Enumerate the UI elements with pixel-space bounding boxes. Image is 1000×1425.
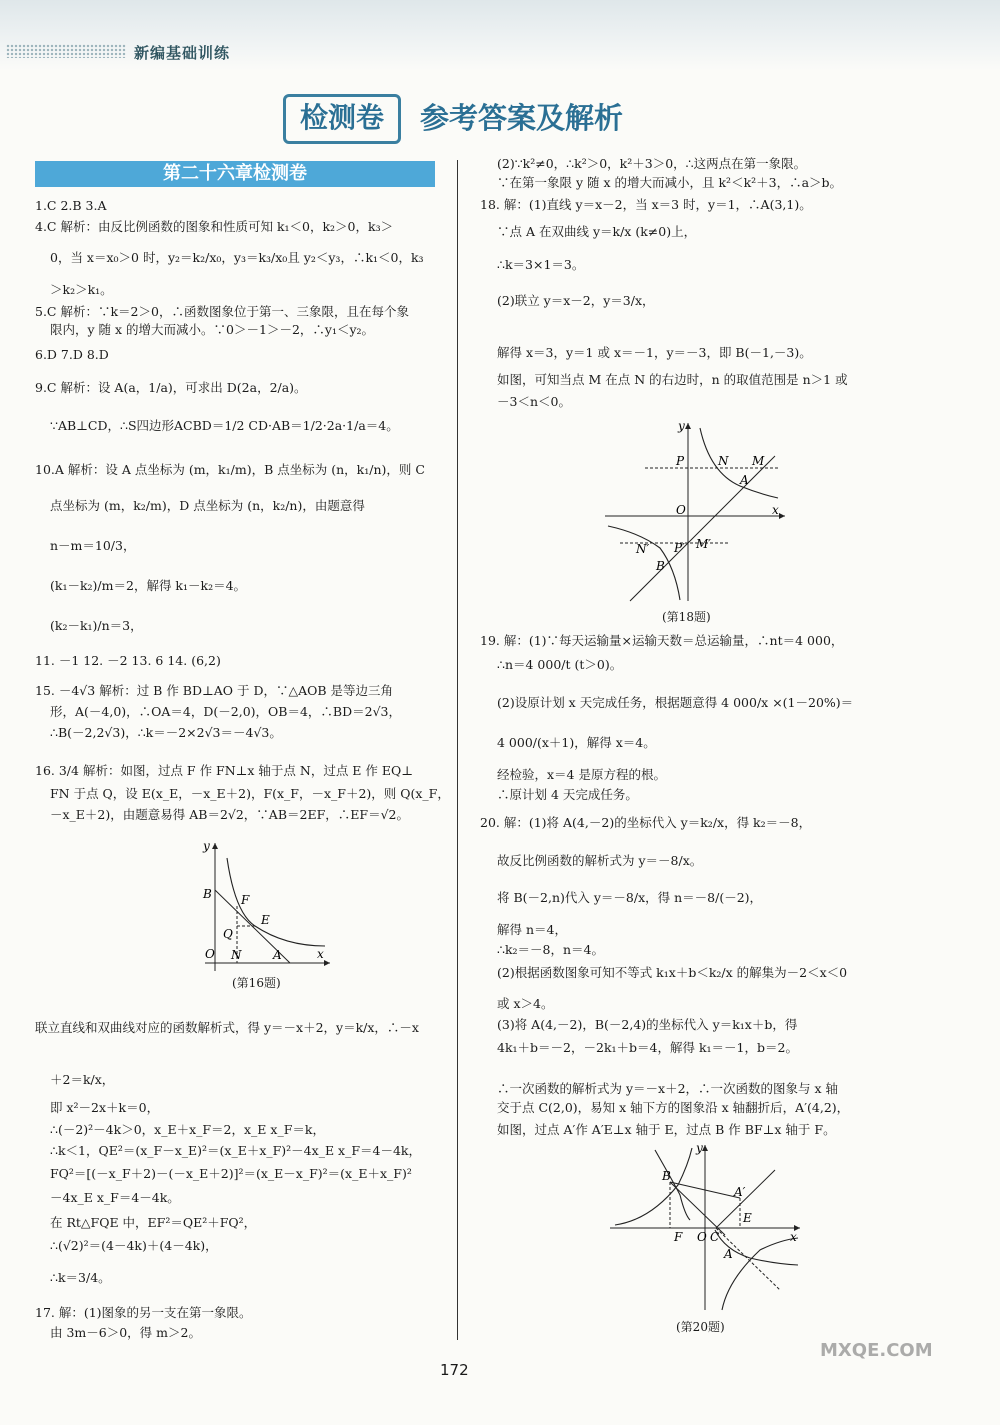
left-column-line: 10.A 解析：设 A 点坐标为 (m，k₁/m)，B 点坐标为 (n，k₁/n)，则 C	[35, 462, 425, 477]
left-column-line: 联立直线和双曲线对应的函数解析式，得 y＝－x＋2，y＝k/x，∴－x	[35, 1020, 419, 1035]
left-column-line: 由 3m－6＞0，得 m＞2。	[50, 1325, 201, 1340]
fig16-label: F	[241, 893, 250, 907]
fig20-label: A′	[734, 1185, 746, 1199]
left-column-line: 4.C 解析：由反比例函数的图象和性质可知 k₁＜0，k₂＞0，k₃＞	[35, 219, 394, 234]
right-column-line: 18. 解：(1)直线 y＝x－2，当 x＝3 时，y＝1，∴A(3,1)。	[480, 197, 812, 212]
right-column-line: (3)将 A(4,－2)，B(－2,4)的坐标代入 y＝k₁x＋b，得	[497, 1017, 798, 1032]
right-column-line: (2)∵k²≠0，∴k²＞0，k²＋3＞0，∴这两点在第一象限。	[497, 156, 807, 171]
fig18-label: x	[772, 503, 779, 517]
right-column-line: 如图，过点 A′作 A′E⊥x 轴于 E，过点 B 作 BF⊥x 轴于 F。	[497, 1122, 836, 1137]
left-column-line: 在 Rt△FQE 中，EF²＝QE²＋FQ²，	[50, 1215, 257, 1230]
left-column-line: ∴B(－2,2√3)，∴k＝－2×2√3＝－4√3。	[50, 725, 282, 740]
series-title: 新编基础训练	[134, 44, 231, 62]
fig18-label: N	[718, 454, 729, 468]
fig16-label: Q	[223, 927, 233, 941]
left-column-line: －x_E＋2)，由题意易得 AB＝2√2，∵AB＝2EF，∴EF＝√2。	[50, 807, 409, 822]
right-column-line: 19. 解：(1)∵每天运输量×运输天数＝总运输量，∴nt＝4 000，	[480, 633, 844, 648]
fig18-label: N′	[636, 542, 650, 556]
right-column-line: 20. 解：(1)将 A(4,－2)的坐标代入 y＝k₂/x，得 k₂＝－8，	[480, 815, 812, 830]
right-column-line: ∴一次函数的解析式为 y＝－x＋2，∴一次函数的图象与 x 轴	[497, 1081, 839, 1096]
figure-16-caption: (第16题)	[232, 976, 281, 990]
right-column-line: 解得 n＝4，	[497, 922, 567, 937]
right-column-line: ∴k＝3×1＝3。	[497, 257, 585, 272]
left-column-line: ＋2＝k/x，	[50, 1072, 115, 1087]
fig18-label: O	[676, 503, 686, 517]
fig20-label: O	[697, 1230, 707, 1244]
chapter-heading: 第二十六章检测卷	[35, 161, 435, 187]
left-column-line: －4x_E x_F＝4－4k。	[50, 1190, 180, 1205]
right-column-line: 如图，可知当点 M 在点 N 的右边时，n 的取值范围是 n＞1 或	[497, 372, 848, 387]
figure-20-caption: (第20题)	[676, 1320, 725, 1334]
fig20-label: y	[696, 1141, 703, 1155]
page-title: 参考答案及解析	[420, 101, 624, 135]
fig18-label: M	[752, 454, 765, 468]
left-column-line: FN 于点 Q，设 E(x_E，－x_E＋2)，F(x_F，－x_F＋2)，则 Q(x_F，	[50, 786, 450, 801]
fig20-label: A	[724, 1247, 733, 1261]
fig18-label: P′	[674, 541, 685, 555]
right-column-line: 交于点 C(2,0)，易知 x 轴下方的图象沿 x 轴翻折后，A′(4,2)，	[497, 1100, 850, 1115]
left-column-line: FQ²＝[(－x_F＋2)－(－x_E＋2)]²＝(x_E－x_F)²＝(x_E＋x_F)²	[50, 1166, 412, 1181]
left-column-line: 5.C 解析：∵k＝2＞0，∴函数图象位于第一、三象限，且在每个象	[35, 304, 409, 319]
fig16-label: x	[317, 947, 324, 961]
left-column-line: ∴k＜1，QE²＝(x_F－x_E)²＝(x_E＋x_F)²－4x_E x_F＝4－4k，	[50, 1143, 421, 1158]
right-column-line: (2)联立 y＝x－2，y＝3/x，	[497, 293, 655, 308]
left-column-line: 0，当 x＝x₀＞0 时，y₂＝k₂/x₀，y₃＝k₃/x₀且 y₂＜y₃，∴k₁＜0，k₃	[50, 250, 424, 265]
header-dots-decoration	[6, 44, 126, 58]
left-column-line: ∴(√2)²＝(4－4k)＋(4－4k)，	[50, 1238, 218, 1253]
left-column-line: 6.D 7.D 8.D	[35, 347, 109, 362]
title-boxed: 检测卷	[283, 94, 401, 144]
left-column-line: (k₂－k₁)/n＝3，	[50, 618, 143, 633]
left-column-line: ∴(－2)²－4k＞0，x_E＋x_F＝2，x_E x_F＝k，	[50, 1122, 325, 1137]
left-column-line: 11. －1 12. －2 13. 6 14. (6,2)	[35, 653, 221, 668]
figure-16	[195, 838, 335, 973]
left-column-line: ∴k＝3/4。	[50, 1270, 111, 1285]
left-column-line: 点坐标为 (m，k₂/m)，D 点坐标为 (n，k₂/n)，由题意得	[50, 498, 365, 513]
left-column-line: 即 x²－2x＋k＝0，	[50, 1100, 160, 1115]
fig18-label: P	[676, 454, 685, 468]
right-column-line: (2)设原计划 x 天完成任务，根据题意得 4 000/x ×(1－20%)＝	[497, 695, 854, 710]
fig16-label: B	[203, 887, 212, 901]
left-column-line: 15. －4√3 解析：过 B 作 BD⊥AO 于 D，∵△AOB 是等边三角	[35, 683, 394, 698]
right-column-line: 4 000/(x＋1)，解得 x＝4。	[497, 735, 656, 750]
fig20-label: B	[662, 1169, 671, 1183]
fig18-label: y	[678, 419, 685, 433]
fig18-label: A	[740, 473, 749, 487]
fig18-label: B	[656, 559, 665, 573]
left-column-line: 形，A(－4,0)，∴OA＝4，D(－2,0)，OB＝4，∴BD＝2√3，	[50, 704, 402, 719]
right-column-line: ∵点 A 在双曲线 y＝k/x (k≠0)上，	[497, 224, 697, 239]
fig20-label: x	[790, 1230, 797, 1244]
right-column-line: 4k₁＋b＝－2，－2k₁＋b＝4，解得 k₁＝－1，b＝2。	[497, 1040, 798, 1055]
left-column-line: 限内，y 随 x 的增大而减小。∵0＞－1＞－2，∴y₁＜y₂。	[50, 322, 375, 337]
right-column-line: 经检验，x＝4 是原方程的根。	[497, 767, 666, 782]
fig20-label: C	[710, 1230, 720, 1244]
right-column-line: (2)根据函数图象可知不等式 k₁x＋b＜k₂/x 的解集为－2＜x＜0	[497, 965, 848, 980]
fig18-label: M′	[696, 537, 712, 551]
left-column-line: (k₁－k₂)/m＝2，解得 k₁－k₂＝4。	[50, 578, 247, 593]
left-column-line: 9.C 解析：设 A(a，1/a)，可求出 D(2a，2/a)。	[35, 380, 307, 395]
right-column-line: ∴原计划 4 天完成任务。	[497, 787, 638, 802]
left-column-line: 1.C 2.B 3.A	[35, 198, 107, 213]
left-column-line: 17. 解：(1)图象的另一支在第一象限。	[35, 1305, 252, 1320]
page-number: 172	[440, 1361, 469, 1379]
fig20-label: E	[743, 1211, 752, 1225]
fig16-label: A	[273, 948, 282, 962]
right-column-line: －3＜n＜0。	[497, 394, 571, 409]
right-column-line: 解得 x＝3，y＝1 或 x＝－1，y＝－3，即 B(－1,－3)。	[497, 345, 812, 360]
left-column-line: n－m＝10/3，	[50, 538, 136, 553]
left-column-line: ＞k₂＞k₁。	[50, 282, 113, 297]
left-column-line: 16. 3/4 解析：如图，过点 F 作 FN⊥x 轴于点 N，过点 E 作 EQ⊥	[35, 763, 414, 778]
figure-18	[600, 418, 790, 603]
right-column-line: 故反比例函数的解析式为 y＝－8/x。	[497, 853, 703, 868]
fig16-label: O	[205, 947, 215, 961]
figure-18-caption: (第18题)	[662, 610, 711, 624]
right-column-line: ∵在第一象限 y 随 x 的增大而减小，且 k²＜k²＋3，∴a＞b。	[497, 175, 843, 190]
fig16-label: y	[203, 839, 210, 853]
watermark: MXQE.COM	[820, 1340, 933, 1361]
fig16-label: E	[261, 913, 270, 927]
fig20-label: F	[674, 1230, 683, 1244]
column-divider	[457, 160, 458, 1340]
left-column-line: ∵AB⊥CD，∴S四边形ACBD＝1/2 CD·AB＝1/2·2a·1/a＝4。	[50, 418, 399, 433]
fig16-label: N	[231, 948, 242, 962]
figure-20	[600, 1140, 805, 1315]
right-column-line: ∴k₂＝－8，n＝4。	[497, 942, 604, 957]
right-column-line: 或 x＞4。	[497, 996, 554, 1011]
right-column-line: 将 B(－2,n)代入 y＝－8/x，得 n＝－8/(－2)，	[497, 890, 763, 905]
right-column-line: ∴n＝4 000/t (t＞0)。	[497, 657, 623, 672]
